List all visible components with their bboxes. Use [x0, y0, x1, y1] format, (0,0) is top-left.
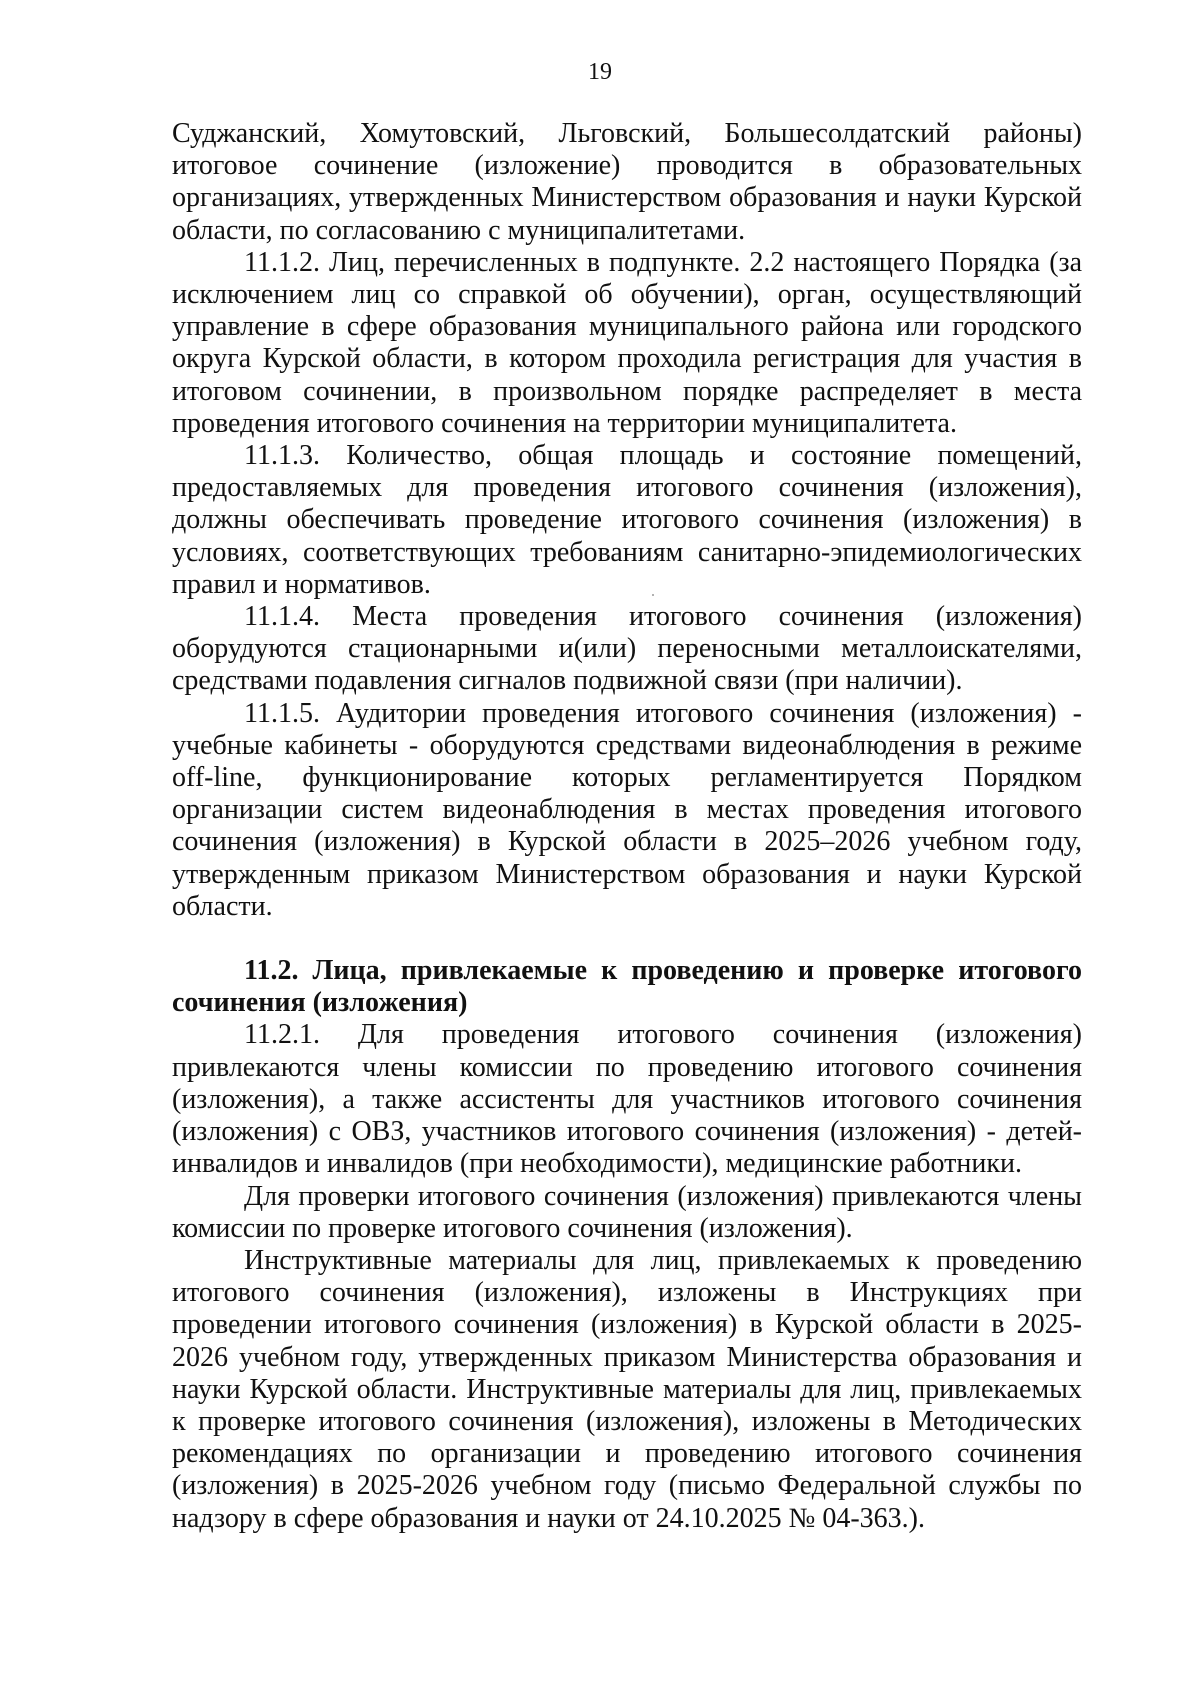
paragraph-11-2-1: 11.2.1. Для проведения итогового сочинения (изложения) привлекаются члены комиссии по проведению итогового сочинения (изложения), а также ассистенты для участников итогового сочинения (изложения) с ОВЗ, участников итогового сочинения (изложения) - детей-инвалидов и инвалидов (при необходимости), медицинские работники.: [172, 1019, 1082, 1180]
paragraph-11-1-5: 11.1.5. Аудитории проведения итогового сочинения (изложения) - учебные кабинеты - оборудуются средствами видеонаблюдения в режиме off-line, функционирование которых регламентируется Порядком организации систем видеонаблюдения в местах проведения итогового сочинения (изложения) в Курской области в 2025–2026 учебном году, утвержденным приказом Министерством образования и науки Курской области.: [172, 697, 1082, 922]
paragraph-11-1-3: 11.1.3. Количество, общая площадь и состояние помещений, предоставляемых для проведения итогового сочинения (изложения), должны обеспечивать проведение итогового сочинения (изложения) в условиях, соответствующих требованиям санитарно-эпидемиологических правил и нормативов.: [172, 440, 1082, 600]
document-body: [172, 118, 1082, 1535]
paragraph-11-1-2: 11.1.2. Лиц, перечисленных в подпункте. 2.2 настоящего Порядка (за исключением лиц со справкой об обучении), орган, осуществляющий управление в сфере образования муниципального района или городского округа Курской области, в котором проходила регистрация для участия в итоговом сочинении, в произвольном порядке распределяет в места проведения итогового сочинения на территории муниципалитета.: [172, 246, 1082, 439]
section-heading-11-2: 11.2. Лица, привлекаемые к проведению и проверке итогового сочинения (изложения): [172, 955, 1082, 1019]
paragraph-11-1-4: 11.1.4. Места проведения итогового сочинения (изложения) оборудуются стационарными и(или) переносными металлоискателями, средствами подавления сигналов подвижной связи (при наличии).: [172, 601, 1082, 697]
paragraph-instructional-materials: Инструктивные материалы для лиц, привлекаемых к проведению итогового сочинения (изложения), изложены в Инструкциях при проведении итогового сочинения (изложения) в Курской области в 2025-2026 учебном году, утвержденных приказом Министерства образования и науки Курской области. Инструктивные материалы для лиц, привлекаемых к проверке итогового сочинения (изложения), изложены в Методических рекомендациях по организации и проведению итогового сочинения (изложения) в 2025-2026 учебном году (письмо Федеральной службы по надзору в сфере образования и науки от 24.10.2025 № 04-363.).: [172, 1244, 1082, 1534]
paragraph-verification-staff: Для проверки итогового сочинения (изложения) привлекаются члены комиссии по проверке итогового сочинения (изложения).: [172, 1180, 1082, 1244]
paragraph-continuation: Суджанский, Хомутовский, Льговский, Большесолдатский районы) итоговое сочинение (изложение) проводится в образовательных организациях, утвержденных Министерством образования и науки Курской области, по согласованию с муниципалитетами.: [172, 118, 1082, 246]
page-number: 19: [588, 59, 612, 85]
scan-speck: [652, 594, 654, 596]
